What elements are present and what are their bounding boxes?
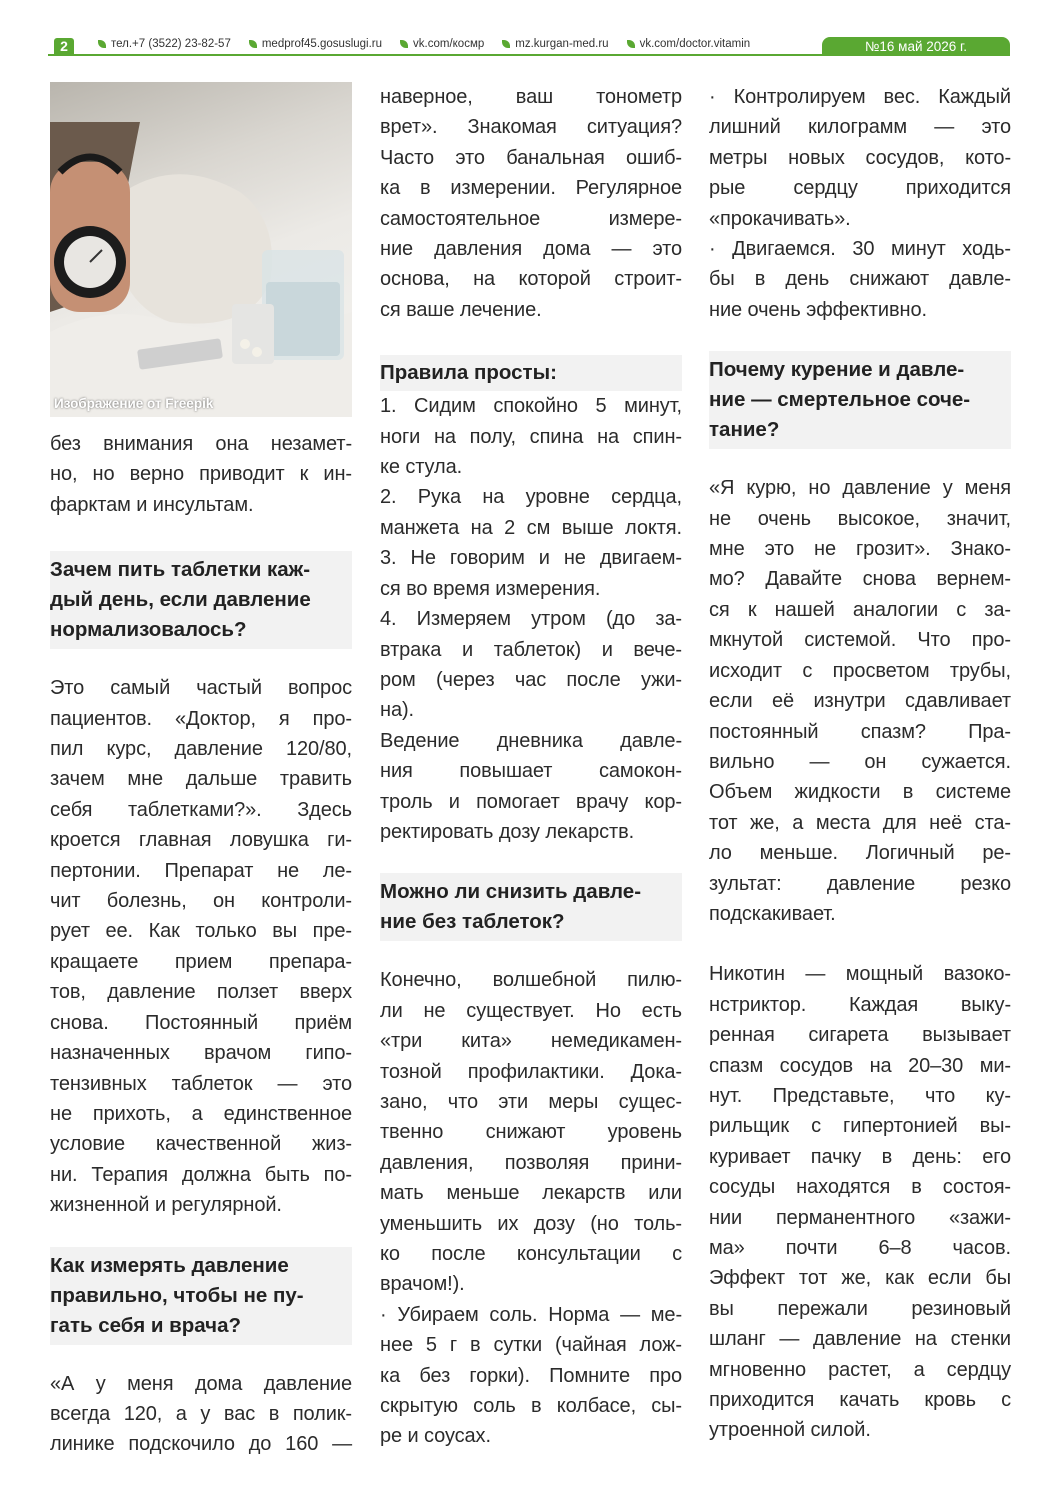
text-line: · Двигаемся. 30 минут ходь- — [709, 238, 1011, 261]
section-heading-measure — [50, 1247, 352, 1345]
text-line: Никотин — мощный вазоко- — [709, 963, 1011, 986]
rule-line: троль и помогает врачу кор- — [380, 790, 682, 813]
text-line: ние очень эффективно. — [709, 298, 927, 321]
text-line: ся ваше лечение. — [380, 298, 542, 321]
text-line: фарктам и инсультам. — [50, 493, 254, 516]
intro-paragraph — [50, 429, 352, 520]
text-line: твенно снижают уровень — [380, 1121, 682, 1144]
rule-line: 4. Измеряем утром (до за- — [380, 608, 682, 631]
text-line: снова. Постоянный приём — [50, 1011, 352, 1034]
rule-line: ноги на полу, спина на спин- — [380, 425, 682, 448]
text-line: шланг — давление на стенки — [709, 1328, 1011, 1351]
text-line: приходится качать кровь с — [709, 1389, 1011, 1412]
text-line: нее 5 г в сутки (чайная лож- — [380, 1334, 682, 1357]
text-line: ка без горки). Помните про — [380, 1364, 682, 1387]
page-number: 2 — [54, 38, 74, 54]
text-line: метры новых сосудов, кото- — [709, 146, 1011, 169]
text-line: рует ее. Как только вы пре- — [50, 920, 352, 943]
text-line: утроенной силой. — [709, 1419, 871, 1442]
heading-line: тание? — [709, 418, 780, 442]
text-line: ло меньше. Логичный ре- — [709, 842, 1011, 865]
text-line: условие качественной жиз- — [50, 1133, 352, 1156]
rule-line: на). — [380, 699, 414, 722]
text-line: всегда 120, а у вас в полик- — [50, 1402, 352, 1425]
contact-vk-vitamin[interactable] — [627, 38, 751, 50]
text-line: нстриктор. Каждая выку- — [709, 993, 1011, 1016]
text-line: давления, позволяя прини- — [380, 1151, 682, 1174]
text-line: ко после консультации с — [380, 1243, 682, 1265]
text-line: ренная сигарета вызывает — [709, 1024, 1011, 1047]
text-line: лишний килограмм — это — [709, 116, 1011, 139]
section-heading-smoking — [709, 351, 1011, 449]
contact-site[interactable] — [249, 38, 382, 50]
text-line: Эффект тот же, как если бы — [709, 1267, 1011, 1290]
heading-line: Почему курение и давле- — [709, 358, 965, 382]
text-line: спазм сосудов на 20–30 ми- — [709, 1054, 1011, 1077]
contact-vk-vitamin-text: vk.com/doctor.vitamin — [639, 38, 751, 50]
text-line: ре и соусах. — [380, 1425, 491, 1448]
text-line: · Убираем соль. Норма — ме- — [380, 1303, 682, 1326]
leaf-icon — [98, 40, 106, 48]
text-line: вы пережали резиновый — [709, 1297, 1011, 1320]
text-line: мгновенно растет, а сердцу — [709, 1358, 1011, 1381]
rule-line: втрака и таблеток) и вече- — [380, 638, 682, 661]
text-line: Это самый частый вопрос — [50, 677, 352, 700]
text-line: подскакивает. — [709, 902, 836, 925]
text-line: бы в день снижают давле- — [709, 268, 1011, 291]
heading-line: Правила просты: — [380, 361, 557, 385]
text-line: зультат: давление резко — [709, 872, 1011, 895]
column-3 — [709, 82, 1011, 1446]
leaf-icon — [627, 40, 635, 48]
text-line: тензивных таблеток — это — [50, 1072, 352, 1095]
text-line: исходит с просветом трубы, — [709, 659, 1011, 682]
text-line: Объем жидкости в системе — [709, 781, 1011, 804]
contact-mz-text: mz.kurgan-med.ru — [515, 38, 609, 50]
text-line: нут. Представьте, что ку- — [709, 1084, 1011, 1107]
contact-phone-text: тел.+7 (3522) 23-82-57 — [111, 38, 231, 50]
heading-line: правильно, чтобы не пу- — [50, 1283, 304, 1307]
heading-line: Можно ли снизить давле- — [380, 880, 642, 904]
section-heading-rules — [380, 355, 682, 391]
text-line: не очень высокое, значит, — [709, 507, 1011, 530]
text-line: «три кита» немедикамен- — [380, 1030, 682, 1053]
heading-line: нормализовалось? — [50, 618, 247, 642]
heading-line: дый день, если давление — [50, 588, 311, 612]
contact-site-text: medprof45.gosuslugi.ru — [261, 38, 383, 50]
text-line: не прихоть, а единственное — [50, 1102, 352, 1125]
text-line: постоянный спазм? Пра- — [709, 720, 1011, 743]
page-header — [48, 36, 1010, 58]
rule-line: 2. Рука на уровне сердца, — [380, 486, 682, 509]
text-line: рые сердцу приходится — [709, 177, 1011, 200]
heading-line: ние — смертельное сочe- — [709, 388, 971, 412]
text-line: нии перманентного «зажи- — [709, 1206, 1011, 1229]
text-line: «Я курю, но давление у меня — [709, 477, 1011, 500]
text-line: чит болезнь, он контроли- — [50, 890, 352, 913]
text-line: мне это не грозит». Знако- — [709, 538, 1011, 561]
text-line: скрытую соль в колбасе, сы- — [380, 1395, 682, 1418]
text-line: · Контролируем вес. Каждый — [709, 86, 1011, 108]
text-line: если её изнутри сдавливает — [709, 690, 1011, 713]
heading-line: гать себя и врача? — [50, 1313, 241, 1337]
text-line: тов, давление ползет вверх — [50, 981, 352, 1004]
rule-line: Ведение дневника давле- — [380, 729, 682, 752]
text-line: мо? Давайте снова вернем- — [709, 568, 1011, 591]
paragraph-daily-pills — [50, 673, 352, 1220]
text-line: «прокачивать». — [709, 207, 851, 230]
paragraph-without-pills — [380, 965, 682, 1452]
text-line: ни. Терапия должна быть по- — [50, 1163, 352, 1186]
paragraph-measure-start — [50, 1369, 352, 1460]
contact-vk-text: vk.com/космр — [413, 38, 485, 50]
rule-line: ром (через час после ужи- — [380, 668, 682, 691]
text-line: жизненной и регулярной. — [50, 1194, 282, 1217]
text-line: пертонии. Препарат не ле- — [50, 859, 352, 882]
column-1 — [50, 82, 352, 1460]
text-line: без внимания она незамет- — [50, 433, 352, 455]
text-line: кроется главная ловушка ги- — [50, 829, 352, 852]
rule-line: ректировать дозу лекарств. — [380, 820, 635, 843]
text-line: тот же, а места для неё ста- — [709, 811, 1011, 834]
text-line: Часто это банальная ошиб- — [380, 146, 682, 169]
heading-line: Как измерять давление — [50, 1253, 289, 1277]
leaf-icon — [400, 40, 408, 48]
issue-badge: №16 май 2026 г. — [822, 37, 1010, 56]
blood-pressure-photo-illustration — [50, 82, 352, 417]
rule-line: 3. Не говорим и не двигаем- — [380, 547, 682, 570]
heading-line: Зачем пить таблетки каж- — [50, 558, 311, 582]
text-line: наверное, ваш тонометр — [380, 86, 682, 108]
text-line: зано, что эти меры сущес- — [380, 1090, 682, 1113]
article-photo — [50, 82, 352, 417]
photo-credit: Изображение от Freepik — [54, 396, 214, 411]
leaf-icon — [249, 40, 257, 48]
rules-list — [380, 391, 682, 847]
text-line: Конечно, волшебной пилю- — [380, 969, 682, 992]
text-line: сосуды находятся в состоя- — [709, 1176, 1011, 1199]
text-line: мать меньше лекарств или — [380, 1182, 682, 1205]
text-line: ся к нашей аналогии с за- — [709, 598, 1011, 621]
text-line: мкнутой системой. Что про- — [709, 629, 1011, 652]
text-line: «А у меня дома давление — [50, 1372, 352, 1395]
paragraph-nicotine — [709, 959, 1011, 1446]
paragraph-tonometer — [380, 82, 682, 325]
text-line: тозной профилактики. Дока- — [380, 1060, 682, 1083]
text-line: кращаете прием препара- — [50, 950, 352, 973]
text-line: пил курс, давление 120/80, — [50, 738, 352, 761]
text-line: основа, на которой строит- — [380, 268, 682, 291]
column-2 — [380, 82, 682, 1452]
section-heading-daily-pills — [50, 551, 352, 649]
rule-line: ке стула. — [380, 456, 463, 479]
text-line: ма» почти 6–8 часов. — [709, 1237, 1011, 1259]
text-line: пациентов. «Доктор, я про- — [50, 707, 352, 730]
rule-line: манжета на 2 см выше локтя. — [380, 516, 682, 539]
text-line: ли не существует. Но есть — [380, 999, 682, 1022]
leaf-icon — [502, 40, 510, 48]
paragraph-smoking — [709, 473, 1011, 929]
text-line: вильно — он сужается. — [709, 750, 1011, 773]
text-line: уменьшить их дозу (но толь- — [380, 1212, 682, 1235]
text-line: зачем мне дальше травить — [50, 768, 352, 791]
rule-line: ся во время измерения. — [380, 577, 601, 600]
rule-line: 1. Сидим спокойно 5 минут, — [380, 395, 682, 418]
text-line: назначенных врачом гипо- — [50, 1042, 352, 1065]
text-line: ка в измерении. Регулярное — [380, 177, 682, 200]
section-heading-without-pills — [380, 873, 682, 941]
contacts-bar — [98, 38, 750, 50]
contact-mz[interactable] — [502, 38, 608, 50]
paragraph-weight-exercise — [709, 82, 1011, 325]
rule-line: ния повышает самокон- — [380, 760, 682, 783]
text-line: ние давления дома — это — [380, 238, 682, 261]
text-line: рильщик с гипертонией вы- — [709, 1115, 1011, 1138]
text-line: но, но верно приводит к ин- — [50, 463, 352, 486]
contact-vk[interactable] — [400, 38, 484, 50]
text-line: врет». Знакомая ситуация? — [380, 116, 682, 139]
text-line: врачом!). — [380, 1273, 465, 1296]
heading-line: ние без таблеток? — [380, 910, 565, 934]
text-line: себя таблетками?». Здесь — [50, 798, 352, 821]
text-line: самостоятельное измере- — [380, 207, 682, 230]
text-line: куривает пачку в день: его — [709, 1145, 1011, 1168]
text-line: линике подскочило до 160 — — [50, 1433, 352, 1456]
contact-phone — [98, 38, 231, 50]
